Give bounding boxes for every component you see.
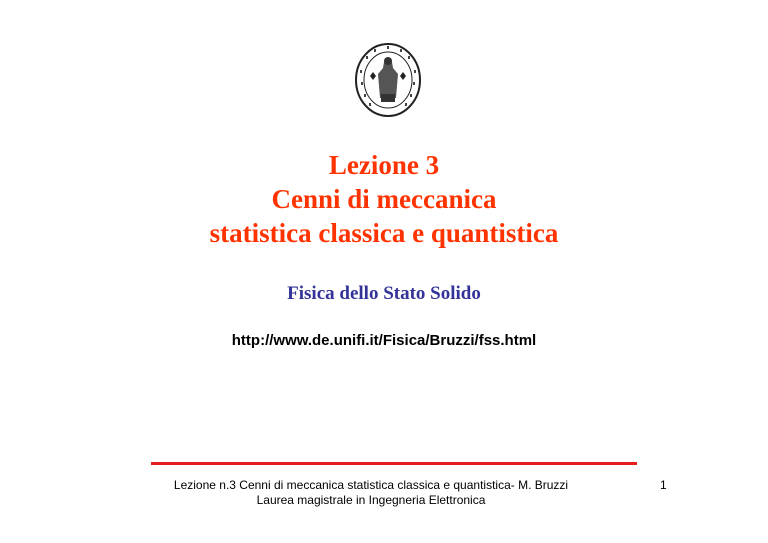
footer-line-1: Lezione n.3 Cenni di meccanica statistica classica e quantistica- M. Bruzzi [173,478,569,492]
lecture-title-line-3: statistica classica e quantistica [209,218,559,248]
lecture-title-line-1: Lezione 3 [328,150,440,180]
page-number: 1 [660,478,667,492]
footer-divider [151,462,637,465]
course-url: http://www.de.unifi.it/Fisica/Bruzzi/fss.html [231,332,537,349]
university-seal-logo [354,42,422,118]
course-subtitle: Fisica dello Stato Solido [287,283,481,304]
footer-line-2: Laurea magistrale in Ingegneria Elettronica [256,493,486,507]
lecture-title-line-2: Cenni di meccanica [271,184,497,214]
